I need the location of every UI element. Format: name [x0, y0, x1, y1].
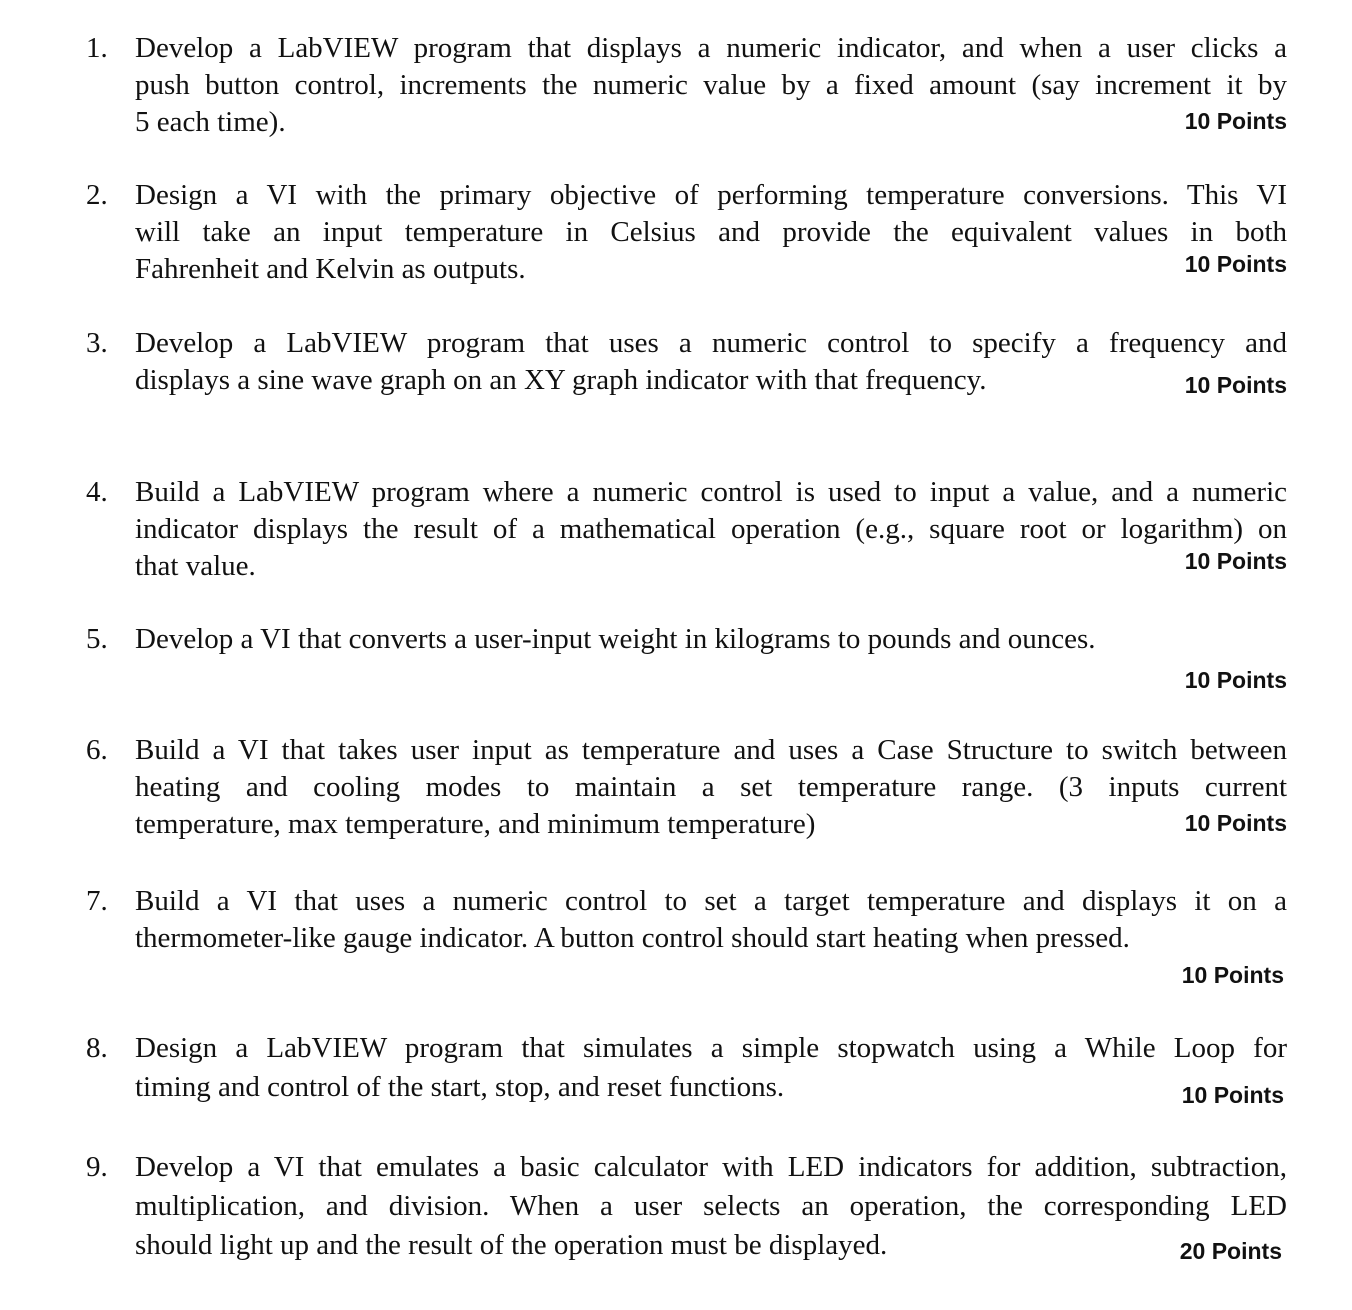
question-text-line: Fahrenheit and Kelvin as outputs.	[135, 253, 526, 285]
question-text-line: should light up and the result of the operation must be displayed.	[135, 1229, 888, 1261]
question-text-line: Develop a LabVIEW program that displays a numeric indicator, and when a user clicks a	[135, 32, 1287, 64]
question-text-line: thermometer-like gauge indicator. A button control should start heating when pressed.	[135, 922, 1130, 954]
question-number: 4.	[86, 476, 108, 508]
points-label: 10 Points	[1184, 108, 1287, 134]
points-label: 10 Points	[1184, 548, 1287, 574]
question-text-line: push button control, increments the numeric value by a fixed amount (say increment it by	[135, 69, 1287, 101]
question-text-line: timing and control of the start, stop, and reset functions.	[135, 1071, 785, 1103]
points-label: 10 Points	[1181, 1082, 1284, 1108]
question-text-line: Develop a VI that converts a user-input weight in kilograms to pounds and ounces.	[135, 623, 1096, 655]
question-text-line: temperature, max temperature, and minimum temperature)	[135, 808, 816, 840]
question-text-line: Build a VI that takes user input as temperature and uses a Case Structure to switch between	[135, 734, 1287, 766]
question-text-line: Develop a VI that emulates a basic calculator with LED indicators for addition, subtraction,	[135, 1151, 1287, 1183]
points-label: 20 Points	[1179, 1238, 1282, 1264]
question-text-line: Design a LabVIEW program that simulates a simple stopwatch using a While Loop for	[135, 1032, 1287, 1064]
question-text-line: displays a sine wave graph on an XY graph indicator with that frequency.	[135, 364, 987, 396]
question-number: 8.	[86, 1032, 108, 1064]
question-text-line: Develop a LabVIEW program that uses a numeric control to specify a frequency and	[135, 327, 1287, 359]
question-text-line: will take an input temperature in Celsius and provide the equivalent values in both	[135, 216, 1287, 248]
points-label: 10 Points	[1184, 810, 1287, 836]
points-label: 10 Points	[1184, 372, 1287, 398]
question-number: 5.	[86, 623, 108, 655]
question-number: 7.	[86, 885, 108, 917]
points-label: 10 Points	[1184, 251, 1287, 277]
question-number: 3.	[86, 327, 108, 359]
question-text-line: indicator displays the result of a mathematical operation (e.g., square root or logarithm) on	[135, 513, 1287, 545]
question-number: 9.	[86, 1151, 108, 1183]
question-text-line: heating and cooling modes to maintain a set temperature range. (3 inputs current	[135, 771, 1287, 803]
question-number: 6.	[86, 734, 108, 766]
question-text-line: Build a LabVIEW program where a numeric control is used to input a value, and a numeric	[135, 476, 1287, 508]
question-text-line: Design a VI with the primary objective of performing temperature conversions. This VI	[135, 179, 1287, 211]
points-label: 10 Points	[1181, 962, 1284, 988]
question-text-line: 5 each time).	[135, 106, 286, 138]
question-number: 2.	[86, 179, 108, 211]
points-label: 10 Points	[1184, 667, 1287, 693]
question-number: 1.	[86, 32, 108, 64]
question-text-line: multiplication, and division. When a user selects an operation, the corresponding LED	[135, 1190, 1287, 1222]
question-text-line: Build a VI that uses a numeric control to set a target temperature and displays it on a	[135, 885, 1287, 917]
question-text-line: that value.	[135, 550, 256, 582]
